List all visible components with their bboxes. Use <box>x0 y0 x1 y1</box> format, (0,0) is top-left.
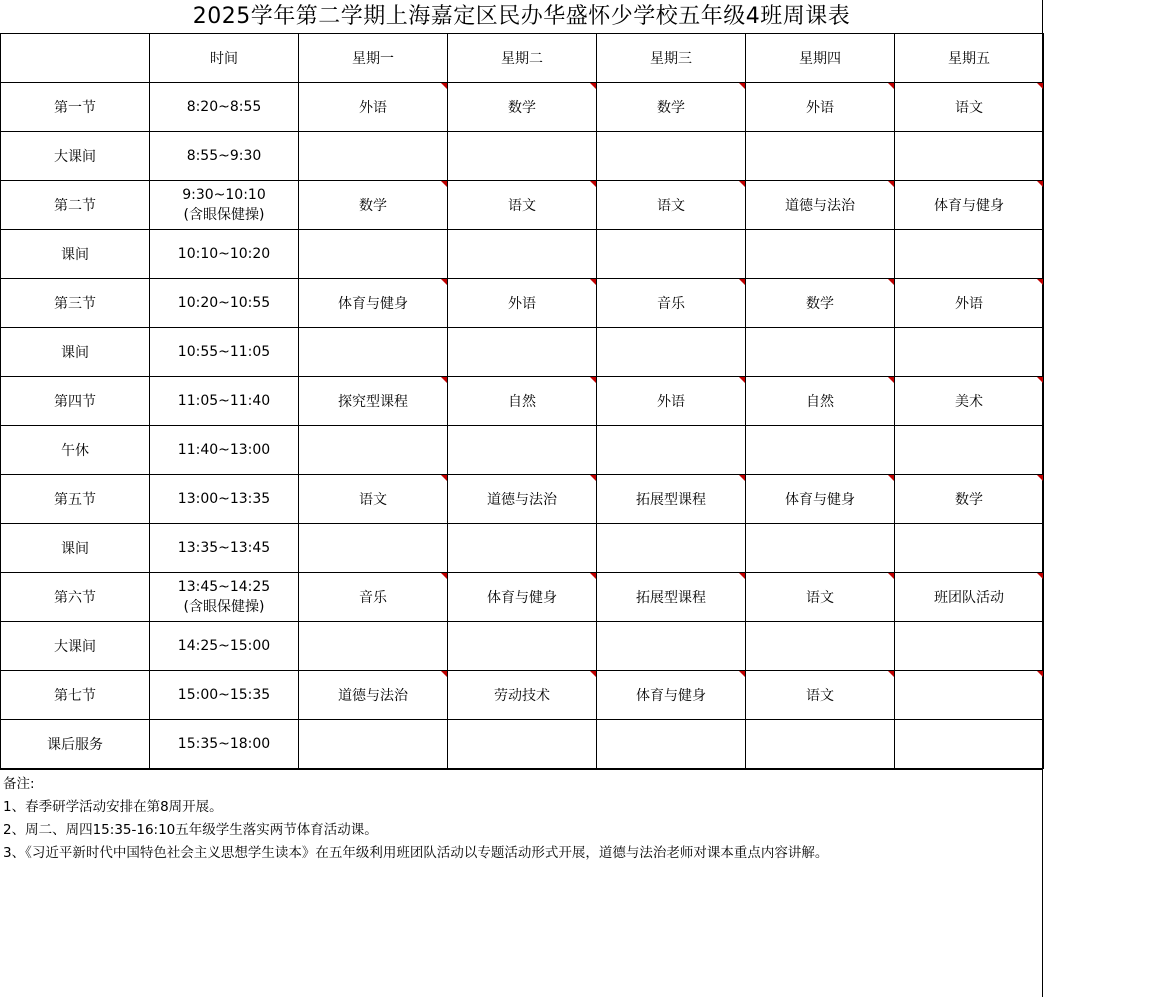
header-cell[interactable]: 星期三 <box>597 34 746 83</box>
subject-cell[interactable]: 数学 <box>746 279 895 328</box>
period-label-cell[interactable]: 第六节 <box>1 573 150 622</box>
subject-cell[interactable] <box>746 524 895 573</box>
table-row <box>1 573 1044 622</box>
subject-cell[interactable]: 数学 <box>597 83 746 132</box>
subject-cell[interactable]: 外语 <box>448 279 597 328</box>
subject-cell[interactable] <box>895 132 1044 181</box>
note-line-3: 3、《习近平新时代中国特色社会主义思想学生读本》在五年级利用班团队活动以专题活动形式开展，道德与法治老师对课本重点内容讲解。 <box>3 845 829 861</box>
subject-cell[interactable]: 外语 <box>597 377 746 426</box>
period-label-cell[interactable]: 第三节 <box>1 279 150 328</box>
table-row <box>1 181 1044 230</box>
subject-cell[interactable] <box>746 426 895 475</box>
time-cell[interactable]: 8:55~9:30 <box>150 132 299 181</box>
subject-cell[interactable]: 数学 <box>895 475 1044 524</box>
period-label-cell[interactable]: 课间 <box>1 328 150 377</box>
time-cell[interactable]: 14:25~15:00 <box>150 622 299 671</box>
subject-cell[interactable] <box>448 132 597 181</box>
subject-cell[interactable]: 道德与法治 <box>299 671 448 720</box>
subject-cell[interactable]: 数学 <box>448 83 597 132</box>
time-cell[interactable]: 15:35~18:00 <box>150 720 299 769</box>
period-label-cell[interactable]: 大课间 <box>1 622 150 671</box>
subject-cell[interactable]: 音乐 <box>597 279 746 328</box>
period-label-cell[interactable]: 第四节 <box>1 377 150 426</box>
subject-cell[interactable]: 语文 <box>895 83 1044 132</box>
subject-cell[interactable] <box>746 132 895 181</box>
subject-cell[interactable]: 外语 <box>895 279 1044 328</box>
subject-cell[interactable] <box>597 230 746 279</box>
subject-cell[interactable]: 班团队活动 <box>895 573 1044 622</box>
table-row <box>1 671 1044 720</box>
table-row <box>1 328 1044 377</box>
period-label-cell[interactable]: 第一节 <box>1 83 150 132</box>
subject-cell[interactable]: 自然 <box>746 377 895 426</box>
subject-cell[interactable] <box>448 230 597 279</box>
period-label-cell[interactable]: 第五节 <box>1 475 150 524</box>
time-range: 13:45~14:25 <box>177 579 271 595</box>
subject-cell[interactable] <box>895 328 1044 377</box>
subject-cell[interactable]: 自然 <box>448 377 597 426</box>
table-row <box>1 622 1044 671</box>
note-line-2: 2、周二、周四15:35-16:10五年级学生落实两节体育活动课。 <box>3 822 378 838</box>
subject-cell[interactable] <box>299 720 448 769</box>
subject-cell[interactable]: 体育与健身 <box>448 573 597 622</box>
period-label-cell[interactable]: 大课间 <box>1 132 150 181</box>
subject-cell[interactable] <box>299 328 448 377</box>
header-cell[interactable]: 星期四 <box>746 34 895 83</box>
subject-cell[interactable]: 道德与法治 <box>448 475 597 524</box>
header-cell[interactable]: 星期二 <box>448 34 597 83</box>
table-row <box>1 279 1044 328</box>
period-label-cell[interactable]: 课间 <box>1 230 150 279</box>
time-cell[interactable]: 11:40~13:00 <box>150 426 299 475</box>
subject-cell[interactable]: 体育与健身 <box>299 279 448 328</box>
header-cell[interactable]: 星期五 <box>895 34 1044 83</box>
subject-cell[interactable] <box>597 426 746 475</box>
subject-cell[interactable] <box>895 671 1044 720</box>
time-cell[interactable] <box>150 573 299 622</box>
time-cell[interactable]: 11:05~11:40 <box>150 377 299 426</box>
subject-cell[interactable]: 美术 <box>895 377 1044 426</box>
period-label-cell[interactable]: 课后服务 <box>1 720 150 769</box>
subject-cell[interactable] <box>895 622 1044 671</box>
subject-cell[interactable]: 拓展型课程 <box>597 475 746 524</box>
time-cell[interactable]: 10:55~11:05 <box>150 328 299 377</box>
notes-heading: 备注: <box>3 776 35 792</box>
period-label-cell[interactable]: 第二节 <box>1 181 150 230</box>
subject-cell[interactable] <box>895 426 1044 475</box>
subject-cell[interactable] <box>746 230 895 279</box>
subject-cell[interactable]: 外语 <box>746 83 895 132</box>
period-label-cell[interactable]: 第七节 <box>1 671 150 720</box>
header-cell[interactable]: 星期一 <box>299 34 448 83</box>
subject-cell[interactable]: 探究型课程 <box>299 377 448 426</box>
table-row <box>1 230 1044 279</box>
timetable-grid <box>0 33 1044 769</box>
subject-cell[interactable] <box>895 720 1044 769</box>
time-cell[interactable]: 10:10~10:20 <box>150 230 299 279</box>
subject-cell[interactable]: 语文 <box>597 181 746 230</box>
subject-cell[interactable]: 语文 <box>746 573 895 622</box>
subject-cell[interactable]: 外语 <box>299 83 448 132</box>
notes-section[interactable] <box>0 768 1043 997</box>
time-cell[interactable]: 13:35~13:45 <box>150 524 299 573</box>
table-row <box>1 132 1044 181</box>
subject-cell[interactable] <box>448 720 597 769</box>
subject-cell[interactable]: 拓展型课程 <box>597 573 746 622</box>
subject-cell[interactable] <box>597 524 746 573</box>
subject-cell[interactable] <box>448 524 597 573</box>
subject-cell[interactable] <box>299 622 448 671</box>
time-cell[interactable] <box>150 181 299 230</box>
period-label-cell[interactable]: 课间 <box>1 524 150 573</box>
time-cell[interactable]: 13:00~13:35 <box>150 475 299 524</box>
table-row <box>1 426 1044 475</box>
note-line-1: 1、春季研学活动安排在第8周开展。 <box>3 799 223 815</box>
time-note: (含眼保健操) <box>183 207 265 223</box>
subject-cell[interactable] <box>597 720 746 769</box>
header-cell[interactable] <box>1 34 150 83</box>
time-note: (含眼保健操) <box>183 599 265 615</box>
subject-cell[interactable]: 语文 <box>299 475 448 524</box>
subject-cell[interactable]: 道德与法治 <box>746 181 895 230</box>
subject-cell[interactable] <box>299 230 448 279</box>
subject-cell[interactable]: 体育与健身 <box>895 181 1044 230</box>
subject-cell[interactable]: 体育与健身 <box>597 671 746 720</box>
subject-cell[interactable] <box>597 132 746 181</box>
subject-cell[interactable] <box>746 622 895 671</box>
timetable-title[interactable]: 2025学年第二学期上海嘉定区民办华盛怀少学校五年级4班周课表 <box>0 0 1043 34</box>
subject-cell[interactable]: 劳动技术 <box>448 671 597 720</box>
subject-cell[interactable]: 数学 <box>299 181 448 230</box>
subject-cell[interactable] <box>597 328 746 377</box>
time-cell[interactable]: 8:20~8:55 <box>150 83 299 132</box>
subject-cell[interactable] <box>448 622 597 671</box>
subject-cell[interactable]: 体育与健身 <box>746 475 895 524</box>
subject-cell[interactable] <box>299 524 448 573</box>
table-row <box>1 377 1044 426</box>
subject-cell[interactable] <box>448 328 597 377</box>
subject-cell[interactable] <box>895 230 1044 279</box>
table-row <box>1 475 1044 524</box>
subject-cell[interactable] <box>597 622 746 671</box>
header-cell[interactable]: 时间 <box>150 34 299 83</box>
table-row <box>1 720 1044 769</box>
table-row <box>1 524 1044 573</box>
subject-cell[interactable] <box>299 426 448 475</box>
subject-cell[interactable] <box>895 524 1044 573</box>
subject-cell[interactable]: 音乐 <box>299 573 448 622</box>
time-range: 9:30~10:10 <box>182 187 266 203</box>
table-row <box>1 83 1044 132</box>
subject-cell[interactable]: 语文 <box>448 181 597 230</box>
subject-cell[interactable] <box>746 328 895 377</box>
time-cell[interactable]: 15:00~15:35 <box>150 671 299 720</box>
period-label-cell[interactable]: 午休 <box>1 426 150 475</box>
header-row <box>1 34 1044 83</box>
subject-cell[interactable] <box>746 720 895 769</box>
subject-cell[interactable] <box>448 426 597 475</box>
subject-cell[interactable] <box>299 132 448 181</box>
time-cell[interactable]: 10:20~10:55 <box>150 279 299 328</box>
subject-cell[interactable]: 语文 <box>746 671 895 720</box>
